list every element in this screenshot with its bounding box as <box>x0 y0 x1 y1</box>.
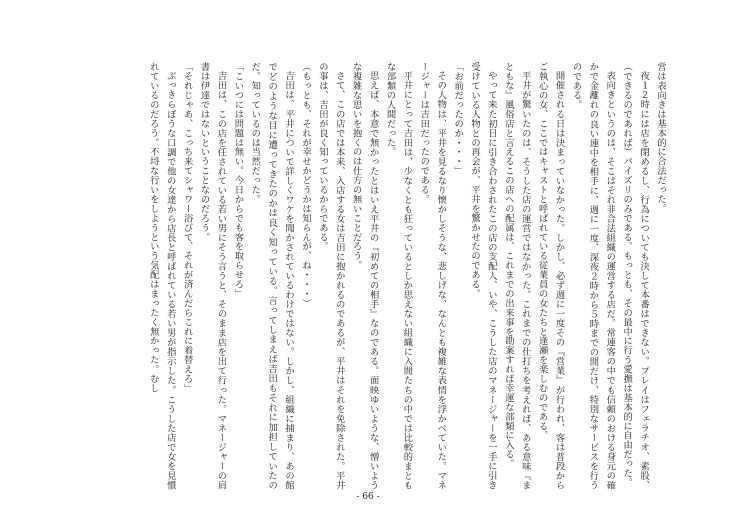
dialogue-line: 「それじゃあ、こっち来てシャワー浴びて、それが済んだらこれに着替えろ」 <box>181 62 193 393</box>
paragraph: 思えば、本意で無かったとはいえ平井の『初めての相手』なのである。面映ゆいような、憎いような複雑な思いを抱くのは仕方の無いことだろう。 <box>350 62 379 490</box>
paragraph: 開催される日は決まっていなかった。しかし、必ず週に一度その『営業』が行われ、客は普段からご執心の女、ここではキャストと呼ばれている従業員の女たちと逢瀬を楽しむのである。 <box>536 62 565 490</box>
paragraph: 営は表向きは基本的に合法だった。 <box>655 62 666 214</box>
dialogue-line: 「こいつには問題は無い。今日からでも客を取らせろ」 <box>232 62 244 299</box>
paragraph: さて、この店では本来、入店する女は吉田に抱かれるのであるが、平井はそれを免除された。平井の事は、吉田が良く知っているからである。 <box>316 62 345 490</box>
body-text-block <box>66 62 668 490</box>
paragraph: やって来た初日に引き合わされたこの店の支配人、いや、こうした店のマネージャーを一手に引き受けている人物との再会が、平井を驚かせたのである。 <box>469 62 497 490</box>
paragraph: 表向きというのは、そこはそれ非合法組織の運営する店だ。常連客の中でも信頼のおける身元の確かで金離れの良い連中を相手に、週に一度、深夜２時から５時までの間だけ、特別なサービスを行うのである。 <box>570 62 616 490</box>
page-number: - 66 - <box>356 492 380 502</box>
dialogue-line: 「お前だったのか・・・」 <box>452 62 464 176</box>
paragraph: その人物は、平井を見るなり懐かしそうな、悲しげな、なんとも複雑な表情を浮かべていた。マネージャーは吉田だったのである。 <box>418 62 447 490</box>
paragraph: 平井にとって吉田は、少なくとも狂っているとしか思えない組織に入間たちの中では比較的まともな部類の人間だった。 <box>384 62 413 490</box>
inner-thought-line: （もっとも、それが幸せかどうかは知らんが、ね・・・） <box>299 62 311 308</box>
paragraph: ぶっきらぼうな口調で他の女達から店長と呼ばれている若い男が指示した。こうした店で女を見慣れているのだろう。不埒な行いをしようという気配はまったく無かった。むし <box>147 62 176 490</box>
paragraph: 夜１２時には店を閉めるし、行為についても決して本番はできない。プレイはフェラチオ、素股、（できるのであれば）パイズリのみである。もっとも、その最中に行う愛撫は基本的に自由だった。 <box>621 62 650 490</box>
paragraph: 吉田は、平井について詳しくワケを聞かされているわけではない。しかし、組織に捕まり、あの館でどのような目に遭ってきたのかは良く知っている。言ってしまえば吉田もそれに加担していたのだ。知っているのは当然だった。 <box>249 62 295 490</box>
paragraph: 平井が驚いたのは、そうした店の運営ではなかった。これまでの仕打ちを考えれば、ある意味『まともな』風俗店と言えるこの店への配属は、これまでの出来事を勘案すれば幸運な部類に入る。 <box>502 62 531 490</box>
paragraph: 吉田は、この店を任されている若い男にそう言うと、そのまま店を出て行った。マネージャーの肩書は伊達ではないということなのだろう。 <box>198 62 227 490</box>
vertical-text-column <box>66 62 668 490</box>
